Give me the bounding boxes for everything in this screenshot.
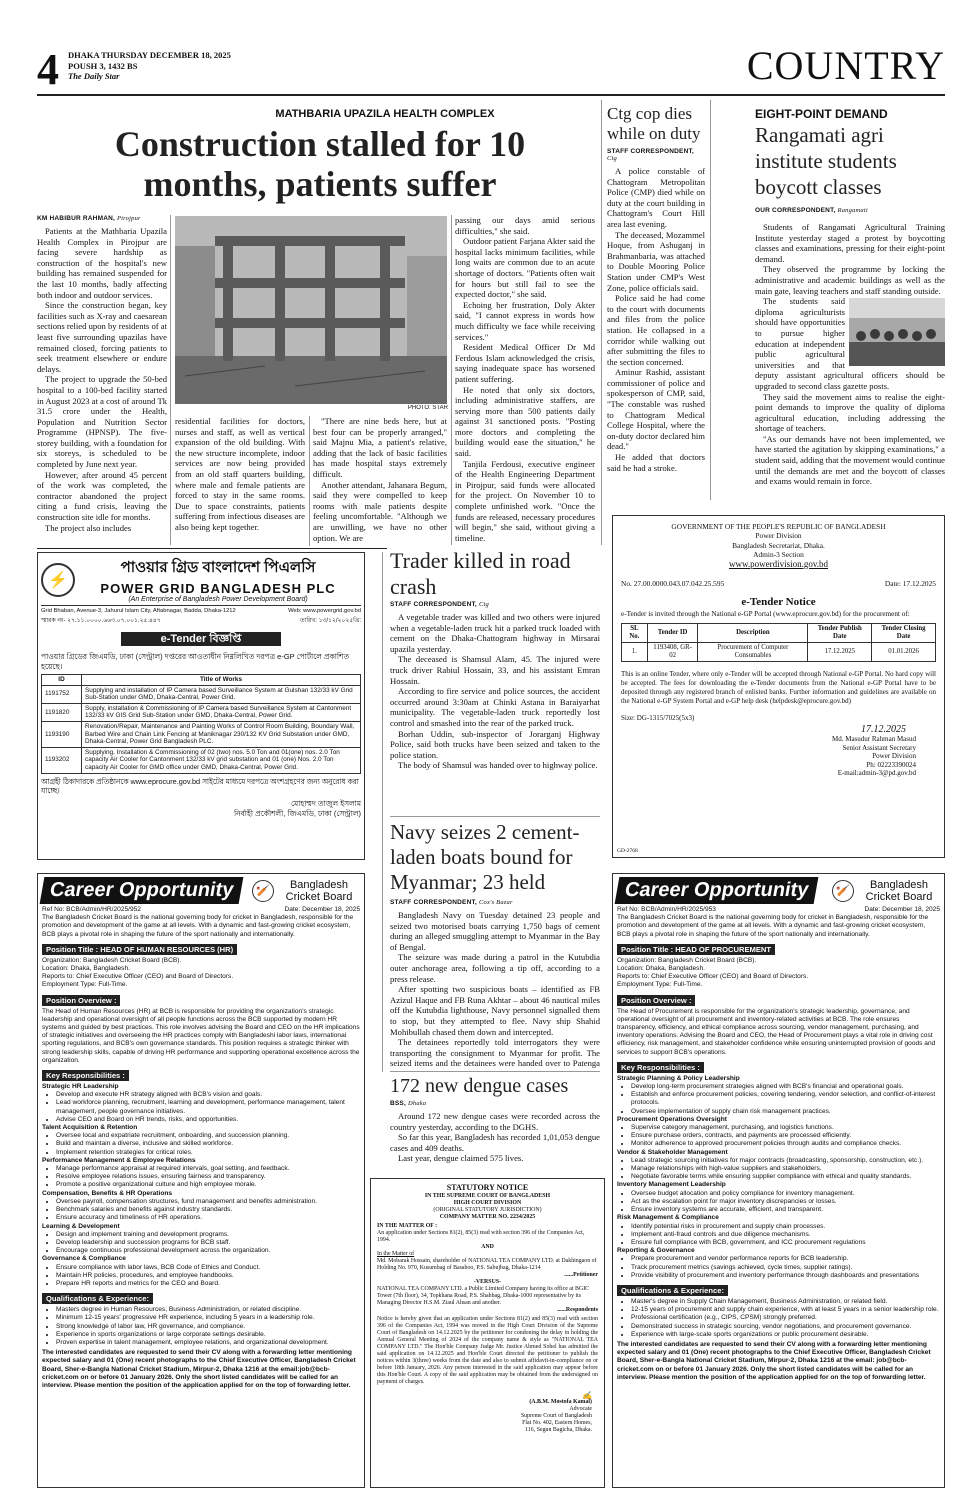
stat-and: AND xyxy=(481,1244,494,1250)
career-hr-ad xyxy=(37,873,365,1488)
career-hr-location: Location: Dhaka, Bangladesh. xyxy=(42,965,130,973)
pgcb-tender-ad xyxy=(37,552,365,860)
date-line: DHAKA THURSDAY DECEMBER 18, 2025 xyxy=(68,50,231,60)
stat-court: IN THE SUPREME COURT OF BANGLADESH xyxy=(424,1193,551,1199)
career-hr-overview-heading: Position Overview : xyxy=(42,995,120,1006)
trader-headline: Trader killed in road crash xyxy=(390,548,571,599)
stat-addr3: 116, Segun Bagicha, Dhaka. xyxy=(525,1427,592,1433)
rangamati-para: Students of Rangamati Agricultural Training Institute yesterday staged a protest by boycotting classes and examinations, pressing for their eight-point demand. xyxy=(755,222,945,264)
bcb-logo-icon: 🏏 xyxy=(832,880,854,902)
pgcb-th-id: ID xyxy=(42,675,82,686)
stat-notice: Notice is hereby given that an application under Sections 81(2) and 85(3) read with section 396 of the Companies Act, 1994 was moved in the High Court Division of the Supreme Court of Bangladesh on 14.12.2025 by the petitioner for condoning the delay in holding the Annual General Meeting of 2024 of the company name & style as "NATIONAL TEA COMPANY LTD." The Hon'ble Company Judge Mr. Justice Ahmed Sohel has admitted the said application on 14.12.2025 and Hon'ble Court directed the petitioner to publish the notices within 3(three) weeks from the date and also to submit affidavit-in-compliance on or before 18th January, 2026. Any person interested in the said application may appear before this Hon'ble Court. A copy of the said application may be obtained from the undersigned on payment of charges. xyxy=(377,1316,598,1385)
lead-col-2 xyxy=(175,416,305,546)
career-hr-title: Career Opportunity xyxy=(40,877,244,904)
lead-para: The project also includes xyxy=(45,522,132,533)
dengue-para: Around 172 new dengue cases were recorded across the country yesterday, according to the DGHS. xyxy=(390,1111,600,1132)
career-hr-org-line: Organization: Bangladesh Cricket Board (BCB). xyxy=(42,956,182,964)
ctg-para: Aminur Rashid, assistant commissioner of police and spokesperson of CMP, said, "The constable was rushed to Chattogram Medical College Hospital, where the on-duty doctor declared him dead." xyxy=(607,367,705,452)
lead-kicker: MATHBARIA UPAZILA HEALTH COMPLEX xyxy=(275,108,495,120)
rangamati-kicker: EIGHT-POINT DEMAND xyxy=(755,107,888,121)
career-hr-overview: The Head of Human Resources (HR) at BCB is responsible for providing the organization's strategic leadership and operational oversight of all people functions across the BCB supported by modern HR systems and guided by best practices. This role involves advising the Board and CEO on the HR implications of strategic initiatives and overseeing the HR practices comply with Bangladeshi labor laws, international sporting regulations, and BCB's own governance standards. This position requires a strategic thinker with strong leadership skills, capable of driving HR performance and supporting operational excellence across the organization. xyxy=(42,1007,360,1064)
career-proc-org: Bangladesh Cricket Board xyxy=(865,878,933,903)
pd-web: www.powerdivision.gov.bd xyxy=(728,558,829,569)
lead-byline: KM HABIBUR RAHMAN, Pirojpur xyxy=(37,215,141,222)
trader-para: Borhan Uddin, sub-inspector of Jorarganj Highway Police, said both trucks have been seized and taken to the police station. xyxy=(390,728,600,760)
lead-para: Another attendant, Jahanara Begum, said they were compelled to keep rooms with male patients despite feeling uncomfortable. "Although we are unwilling, we have no other option. We are xyxy=(313,479,447,543)
pd-size: Size: DG-1315/7025(5x3) xyxy=(621,714,695,723)
lead-para: Patients at the Mathbaria Upazila Health Complex in Pirojpur are facing severe hardship as construction of the hospital's new building has remained suspended for the last 10 months, badly affecting both indoor and outdoor services. xyxy=(37,226,167,300)
pd-title: e-Tender Notice xyxy=(741,596,816,609)
stat-title: STATUTORY NOTICE xyxy=(446,1183,529,1192)
lead-col-1 xyxy=(37,215,167,545)
lead-para: residential facilities for doctors, nurses and staff, as well as vertical expansion of the old building. With the new structure incomplete, indoor services are now being provided from an old staff quarters building, where male and female patients are forced to stay in the same rooms. Due to space constraints, patients suffering from infectious diseases are also being kept together. xyxy=(175,416,305,532)
paper-name: The Daily Star xyxy=(68,71,120,81)
career-proc-employment: Employment Type: Full-Time. xyxy=(617,981,703,989)
pgcb-footer: আগ্রহী ঠিকাদারকে প্রতিষ্ঠানকে www.eprocure.gov.bd সাইটের মাধ্যমে দরপত্রে অংশগ্রহণের জন্য অনুরোধ করা যাচ্ছে। xyxy=(41,776,359,795)
stat-matter: COMPANY MATTER NO. 2234/2025 xyxy=(439,1214,536,1220)
stat-resp-label: ......Respondents xyxy=(557,1307,598,1313)
table-row: 1. 1193408, GR-02 Procurement of Computer Consumables 17.12.2025 01.01.2026 xyxy=(622,643,936,662)
trader-story xyxy=(390,601,600,813)
pgcb-name: POWER GRID BANGLADESH PLC xyxy=(100,581,336,596)
ctg-para: The deceased, Mozammel Hoque, from Ashuganj in Brahmanbaria, was attached to Double Mooring Police Station under CMP's West Zone, police officials said. xyxy=(607,229,705,293)
trader-para: According to fire service and police sources, the accident occurred around 3:30am at Chinki Astana in Baraiyarhat municipality. The vegetable-laden truck reportedly lost control and smashed into the rear of the parked truck. xyxy=(390,686,600,728)
career-proc-org-line: Organization: Bangladesh Cricket Board (BCB). xyxy=(617,956,757,964)
protest-photo xyxy=(849,298,945,366)
trader-para: A vegetable trader was killed and two others were injured when a vegetable-laden truck hit a parked truck loaded with cement on the Dhaka-Chattogram highway in Mirsarai upazila yesterday. xyxy=(390,612,600,654)
power-division-tender-ad xyxy=(612,515,945,858)
pgcb-bangla-name: পাওয়ার গ্রিড বাংলাদেশ পিএলসি xyxy=(120,559,316,576)
trader-byline: STAFF CORRESPONDENT, Ctg xyxy=(390,601,489,608)
pd-signer: Md. Masudur Rahman Masud xyxy=(832,735,916,744)
career-hr-org: Bangladesh Cricket Board xyxy=(285,878,353,903)
rangamati-para: They observed the programme by locking the administrative and academic buildings as well as the main gate, leaving teachers and staff standing outside. xyxy=(755,264,945,296)
stat-division: HIGH COURT DIVISION xyxy=(453,1200,522,1206)
rangamati-byline: OUR CORRESPONDENT, Rangamati xyxy=(755,207,868,214)
lead-para: Since the construction began, key facilities such as X-ray and caesarean sections relied upon by residents of at least five surrounding upazilas have remained closed, forcing patients to seek treatment elsewhere or endure delays. xyxy=(37,300,167,374)
stat-signer-title: Advocate xyxy=(569,1406,592,1412)
lead-para: However, after around 45 percent of the work was completed, the contractor abandoned the project citing a fund crisis, leaving the construction site idle for months. xyxy=(37,469,167,523)
pd-ph: Ph: 02223390024 xyxy=(866,760,916,769)
career-hr-reports: Reports to: Chief Executive Officer (CEO) and Board of Directors. xyxy=(42,973,234,981)
dengue-para: So far this year, Bangladesh has recorded 1,01,053 dengue cases and 409 deaths. xyxy=(390,1132,600,1153)
pd-div: Power Division xyxy=(755,531,802,541)
career-hr-responsibilities: Strategic HR Leadership • Develop and execute HR strategy aligned with BCB's vision and goals. • Lead workforce planning, recruitment, learning and development, performance management, talent management, people governance initiatives. • Advise CEO and Board on HR trends, risks, and opportunities. Talent Acquisition & Retention • Oversee local and expatriate recruitment, onboarding, and succession planning. • Build and maintain a diverse, inclusive and skilled workforce. • Implement retention strategies for critical roles. Performance Management & Employee Relations • Manage performance appraisal at required intervals, goal setting, and feedback. • Resolve employee relations issues, ensuring fairness and transparency. • Promote a positive organizational culture and high employee morale. Compensation, Benefits & HR Operations • Oversee payroll, compensation structures, fund management and benefits administration. • Benchmark salaries and benefits against industry standards. • Ensure accuracy and timeliness of HR operations. Learning & Development • Design and implement training and development programs. • Develop leadership and succession programs for BCB staff. • Encourage continuous professional development across the organization. Governance & Compliance • Ensure compliance with labor laws, BCB Code of Ethics and Conduct. • Maintain HR policies, procedures, and employee handbooks. • Prepare HR reports and metrics for the CEO and Board. xyxy=(42,1083,360,1288)
career-hr-date: Date: December 18, 2025 xyxy=(284,906,360,913)
trader-para: The deceased is Shamsul Alam, 45. The injured were truck driver Rabiul Hossain, 33, and his assistant Emran Hossain. xyxy=(390,654,600,686)
rangamati-para: The students said diploma agriculturists should have opportunities to pursue higher education at independent public agricultural universities and that deputy assistant agricultural officers should be upgraded to second class gazette posts. xyxy=(755,296,945,391)
lead-para: Tanjila Ferdousi, executive engineer of the Health Engineering Department in Pirojpur, said funds were allocated for the project. On November 10 to complete unfinished work. "Once the funds are released, necessary procedures will begin," she said, without giving a timeline. xyxy=(455,458,595,543)
pd-tender-table: SL No. Tender ID Description Tender Publish Date Tender Closing Date 1. 1193408, GR-02 Procurement of Computer Consumables 17.12.2025 01.01.2026 xyxy=(621,623,936,662)
pgcb-etender-title: e-Tender বিজ্ঞপ্তি xyxy=(121,632,282,646)
pd-memo: No. 27.00.0000.043.07.042.25.595 xyxy=(621,579,725,589)
table-row: 1193202 Supplying, Installation & Commissioning of 02 (two) nos. 5.0 Ton and 01(one) nos. 2.0 Ton capacity Air Cooler for Cantonment 132/33 kV grid substation and 01 (one) Nos. 2.0 Ton capacity Air Cooler for GMD office under GMD, Dhaka-Central, Power Grid. xyxy=(42,747,361,773)
lead-para: The project to upgrade the 50-bed hospital to a 100-bed facility started in August 2023 at a cost of around Tk 31.5 crore under the Health, Population and Nutrition Sector Programme (HPNSP). The five-storey building, with a foundation for six storeys, is scheduled to be completed by June next year. xyxy=(37,374,167,470)
career-proc-resp-heading: Key Responsibilities : xyxy=(617,1062,704,1073)
lead-para: Outdoor patient Farjana Akter said the hospital lacks minimum facilities, while long waits are common due to an acute shortage of doctors. "Patients often wait for hours but still fail to see the expected doctor," she said. xyxy=(455,236,595,300)
career-proc-reports: Reports to: Chief Executive Officer (CEO) and Board of Directors. xyxy=(617,973,809,981)
ctg-para: He added that doctors said he had a stroke. xyxy=(607,452,705,473)
pd-sec: Bangladesh Secretariat, Dhaka. xyxy=(732,540,825,550)
pgcb-tender-table xyxy=(41,674,361,774)
section-title: COUNTRY xyxy=(746,43,945,88)
navy-para: The seizure was made during a patrol in the Kutubdia outer anchorage area, following a tip off, according to a press release. xyxy=(390,952,600,984)
trader-para: The body of Shamsul was handed over to highway police. xyxy=(398,760,598,771)
career-hr-qual-heading: Qualifications & Experience: xyxy=(42,1293,153,1304)
pgcb-signer: মোহাম্মদ তাজুল ইসলাম xyxy=(290,798,361,808)
career-proc-date: Date: December 18, 2025 xyxy=(864,906,940,913)
career-hr-employment: Employment Type: Full-Time. xyxy=(42,981,128,989)
career-proc-qualifications: • Master's degree in Supply Chain Management, Business Administration, or related field. • 12-15 years of procurement and supply chain experience, with at least 5 years in a senior leadership role. • Professional certification (e.g., CIPS, CPSM) strongly preferred. • Demonstrated success in strategic sourcing, vendor negotiations, and procurement governance. • Experience with large-scale sports organizations or public procurement desirable. xyxy=(617,1298,940,1339)
lead-para: Resident Medical Officer Dr Md Ferdous Islam acknowledged the crisis, saying inadequate space has worsened patient suffering. xyxy=(455,342,595,384)
career-hr-intro: The Bangladesh Cricket Board is the national governing body for cricket in Bangladesh, responsible for the promotion and development of the game at all levels. With a dynamic and fast-growing cricket ecosystem, BCB plays a pivotal role in shaping the future of the sport nationally and internationally. xyxy=(42,914,354,938)
career-proc-closing: The interested candidates are requested to send their CV along with a forwarding letter mentioning expected salary and 01 (One) recent photographs to the Chief Executive Officer, Bangladesh Cricket Board, Sher-e-Bangla National Cricket Stadium, Mirpur-2, Dhaka 1216 at the email: job@bcb-cricket.com on or before 01 January 2026. Only the short listed candidates will be called for an interview. Please mention the position of the application applied for on the top of forwarding letter. xyxy=(617,1340,931,1381)
stat-jurisdiction: (ORIGINAL STATUTORY JURISDICTION) xyxy=(433,1207,542,1213)
photo-credit: PHOTO: STAR xyxy=(407,405,448,411)
pgcb-address: Grid Bhaban, Avenue-3, Jahurul Islam City, Aftabnagar, Badda, Dhaka-1212 xyxy=(41,608,236,614)
pgcb-signer-title: নির্বাহী প্রকৌশলী, জিএমডি, ঢাকা (সেন্ট্রাল) xyxy=(233,808,361,818)
career-proc-location: Location: Dhaka, Bangladesh. xyxy=(617,965,705,973)
lead-para: He noted that only six doctors, including administrative staffers, are serving more than 500 patients daily against 31 sanctioned posts. "Posting more doctors and completing the building would ease the situation," he said. xyxy=(455,384,595,459)
table-row: 1191820 Supply, installation & Commissioning of IP Camera based Surveillance System at Cantonment 132/33 kV GIS Grid Sub-Station under GMD, Dhaka-Central, Power Grid. xyxy=(42,703,361,721)
dengue-para: Last year, dengue claimed 575 lives. xyxy=(398,1153,524,1164)
lead-col-3 xyxy=(313,416,447,546)
ctg-byline: STAFF CORRESPONDENT, Ctg xyxy=(607,148,694,162)
stat-pet-label: ......Petitioner xyxy=(564,1272,598,1278)
ctg-headline: Ctg cop dies while on duty xyxy=(607,104,701,143)
dengue-headline: 172 new dengue cases xyxy=(390,1075,569,1097)
career-proc-ref: Ref No: BCB/Admin/HR/2025/953 xyxy=(617,906,716,913)
page-number: 4 xyxy=(37,48,59,94)
lead-col-4 xyxy=(455,215,595,545)
rangamati-headline: Rangamati agri institute students boycott classes xyxy=(755,123,897,199)
stat-app: An application under Sections 81(2), 85(3) read with section 396 of the Companies Act, 1994. xyxy=(377,1230,585,1243)
pd-gd: GD-2768 xyxy=(617,848,638,854)
stat-signature-mark: ✍ xyxy=(582,1391,592,1400)
pd-signer-title: Senior Assistant Secretary xyxy=(842,743,916,752)
rangamati-story xyxy=(755,222,945,500)
career-proc-qual-heading: Qualifications & Experience: xyxy=(617,1285,728,1296)
stat-versus: -VERSUS- xyxy=(473,1279,502,1285)
dengue-byline: BSS, Dhaka xyxy=(390,1100,427,1107)
table-row: 1193190 Renovation/Repair, Maintenance and Painting Works of Control Room Building, Boundary Wall, Barbed Wire and Chain Link Fencing at Maniknagar 230/132 KV Grid Substation under GMD, Dhaka-Central, Power Grid Bangladesh PLC. xyxy=(42,721,361,747)
navy-byline: STAFF CORRESPONDENT, Cox's Bazar xyxy=(390,899,513,906)
construction-photo xyxy=(175,216,447,404)
career-proc-overview-heading: Position Overview : xyxy=(617,995,695,1006)
ctg-para: Police said he had come to the court with documents and files from the police station. He collapsed in a corridor while walking out after submitting the files to the section concerned. xyxy=(607,293,705,367)
lead-para: passing our days amid serious difficulties," she said. xyxy=(455,215,595,236)
stat-in-matter: IN THE MATTER OF : xyxy=(377,1223,438,1229)
navy-para: The detainees reportedly told interrogators they were transporting the consignment to Myanmar for profit. The seized items and the detainees were handed over to Patenga xyxy=(390,1037,600,1069)
stat-signer: (A.B.M. Mostofa Kamal) xyxy=(529,1399,592,1405)
career-proc-title: Career Opportunity xyxy=(615,877,819,904)
career-hr-qualifications: • Masters degree in Human Resources, Business Administration, or related discipline. • Minimum 12-15 years' progressive HR experience, including 5 years in a leadership role. • Strong knowledge of labor law, HR governance, and compliance. • Experience in sports organizations or large corporate settings desirable. • Proven expertise in talent management, employee relations, and organizational development. xyxy=(42,1306,360,1347)
stat-addr2: Flat No. 402, Eastern Homes, xyxy=(522,1420,592,1426)
statutory-notice xyxy=(370,1178,605,1488)
rangamati-para: "As our demands have not been implemented, we have started the agitation by skipping examinations," a student said, adding that the movement would continue until the demands are met and the boycott of classes and exams would remain in force. xyxy=(755,433,945,487)
navy-para: After spotting two suspicious boats – identified as FB Azizul Haque and FB Runa Akhtar – about 46 nautical miles off the Kutubdia lighthouse, Navy personnel signalled them to stop, but they attempted to flee. Navy ship Shahid Mohibullah chased them down and intercepted. xyxy=(390,984,600,1037)
bangla-date: POUSH 3, 1432 BS xyxy=(68,60,138,71)
pd-signer-div: Power Division xyxy=(872,752,916,761)
pgcb-logo-icon: ⚡ xyxy=(41,563,75,597)
career-proc-intro: The Bangladesh Cricket Board is the national governing body for cricket in Bangladesh, responsible for the promotion and development of the game at all levels. With a dynamic and fast-growing cricket ecosystem, BCB plays a pivotal role in shaping the future of the sport nationally and internationally. xyxy=(617,914,929,938)
dengue-story xyxy=(390,1100,600,1172)
pgcb-sub: (An Enterprise of Bangladesh Power Development Board) xyxy=(128,596,308,603)
career-hr-ref: Ref No: BCB/Admin/HR/2025/952 xyxy=(42,906,141,913)
pd-note: This is an online Tender, where only e-Tender will be accepted through National e-GP Portal. No hard copy will be accepted. The fees for downloading the e-Tender documents from the National e-GP Portal have to be deposited through any registered branch of enlisted banks. Further information and guidelines are available on the National e-GP System Portal and e-GP help desk (helpdesk@eprocure.gov.bd) xyxy=(621,670,936,706)
career-proc-responsibilities: Strategic Planning & Policy Leadership • Develop long-term procurement strategies aligned with BCB's financial and operational goals. • Establish and enforce procurement policies, covering tendering, vendor selection, and conflict-of-interest protocols. • Oversee implementation of supply chain risk management practices. Procurement Operations Oversight • Supervise category management, purchasing, and logistics functions. • Ensure purchase orders, contracts, and payments are processed efficiently. • Monitor adherence to approved procurement policies through audits and compliance checks. Vendor & Stakeholder Management • Lead strategic sourcing initiatives for major contracts (broadcasting, sponsorship, construction, etc.). • Manage relationships with high-value suppliers and stakeholders. • Negotiate favorable terms while ensuring supplier compliance with ethical and quality standards. Inventory Management Leadership • Oversee budget allocation and policy compliance for inventory management. • Act as the escalation point for major inventory discrepancies or losses. • Ensure inventory systems are accurate, efficient, and transparent. Risk Management & Compliance • Identify potential risks in procurement and supply chain processes. • Implement anti-fraud controls and due diligence mechanisms. • Ensure full compliance with BCB, government, and ICC procurement regulations Reporting & Governance • Prepare procurement and vendor performance reports for BCB leadership. • Track procurement metrics (savings achieved, cycle times, supplier ratings). • Provide visibility of procurement and inventory performance through dashboards and presentations xyxy=(617,1075,940,1280)
career-procurement-ad xyxy=(612,873,945,1488)
lead-para: Echoing her frustration, Doly Akter said, "I cannot express in words how much difficulty we face while receiving services." xyxy=(455,299,595,342)
stat-petitioner: Md. Mobarak Hossain, shareholder of NATIONAL TEA COMPANY LTD. at Dakhingaon of Holding No. 970, Kusumbag of Basaboo, P.S. Sabujbag, Dhaka-1214 xyxy=(377,1258,597,1271)
masthead-dateline xyxy=(68,50,268,90)
ctg-story xyxy=(607,148,705,498)
navy-headline: Navy seizes 2 cement-laden boats bound for Myanmar; 23 held xyxy=(390,820,580,894)
pgcb-intro: পাওয়ার গ্রিডের জিএমডি, ঢাকা (সেন্ট্রাল) দপ্তরের আওতাধীন নিম্নলিখিত দরপত্র e-GP পোর্টালে প্রকাশিত হয়েছে। xyxy=(41,652,350,671)
pd-intro: e-Tender is invited through the National e-GP Portal (www.eprocure.gov.bd) for the procurement of: xyxy=(621,610,910,619)
navy-para: Bangladesh Navy on Tuesday detained 23 people and seized two motorised boats carrying 1,750 bags of cement during an alleged smuggling attempt to Myanmar in the Bay of Bengal. xyxy=(390,910,600,952)
career-hr-position: Position Title : HEAD OF HUMAN RESOURCES (HR) xyxy=(42,944,237,955)
career-hr-closing: The interested candidates are requested to send their CV along with a forwarding letter mentioning expected salary and 01 (One) recent photographs to the Chief Executive Officer, Bangladesh Cricket Board, Sher-e-Bangla National Cricket Stadium, Mirpur-2, Dhaka 1216 at the email:job@bcb-cricket.com on or before 01 January 2026. Only the short listed candidates will be called for an interview. Please mention the position of the application applied for on the top of forwarding letter. xyxy=(42,1349,356,1389)
stat-respondent: NATIONAL TEA COMPANY LTD. a Public Limited Company having its office at BGIC Tower (7th floor), 34, Topkhana Road, P.S. Shahbag, Dhaka-1000 representative by its Managing Director H.S.M. Ziaul Ahsan and another. xyxy=(377,1286,590,1306)
pgcb-web: Web: www.powergrid.gov.bd xyxy=(288,608,361,614)
career-proc-position: Position Title : HEAD OF PROCUREMENT xyxy=(617,944,775,955)
stat-in-matter-2: In the Matter of xyxy=(377,1251,415,1257)
lead-para: "There are nine beds here, but at best four can be properly arranged," said Majnu Mia, a patient's relative, adding that the lack of basic facilities has made hospital stays extremely difficult. xyxy=(313,416,447,479)
pd-signature-date: 17.12.2025 xyxy=(861,724,906,736)
navy-story xyxy=(390,899,600,1069)
bcb-logo-icon: 🏏 xyxy=(252,880,274,902)
pd-date: Date: 17.12.2025 xyxy=(884,579,936,589)
table-row: 1191752 Supplying and installation of IP Camera based Surveillance System at Gulshan 132/33 kV Grid Sub-Station under GMD, Dhaka-Central, Power Grid. xyxy=(42,685,361,703)
career-proc-overview: The Head of Procurement is responsible for the organization's strategic leadership, governance, and operational oversight of all procurement and inventory-related activities at BCB. The role ensures transparency, efficiency, and ethical compliance across sourcing, vendor management, purchasing, and inventory operations. Advising the Board and CEO, the Head of Procurement plays a vital role in driving cost efficiency, risk management, and stakeholder confidence while ensuring uninterrupted provision of goods and services to support BCB's operations. xyxy=(617,1007,936,1056)
ctg-para: A police constable of Chattogram Metropolitan Police (CMP) died while on duty at the court building in Chattogram's Court Hill area last evening. xyxy=(607,166,705,229)
pgcb-date: তারিখ: ১৩/১২/২০২৫খ্রি: xyxy=(300,618,361,624)
pgcb-memo: স্মারক নং- ২৭.১১.০০০০.৬৬৩.০৭.০০১.২৫.৪৪৭ xyxy=(41,618,161,624)
pd-email: E-mail:admin-3@pd.gov.bd xyxy=(837,769,916,778)
lead-headline: Construction stalled for 10 months, patients suffer xyxy=(114,124,526,204)
pd-admin: Admin-3 Section xyxy=(753,550,804,560)
pgcb-th-title: Title of Works xyxy=(82,675,361,686)
rangamati-para: They said the movement aims to realise the eight-point demands to improve the quality of diploma agricultural education, including addressing the shortage of teachers. xyxy=(755,391,945,434)
pd-gov: GOVERNMENT OF THE PEOPLE'S REPUBLIC OF BANGLADESH xyxy=(671,522,886,531)
stat-addr1: Supreme Court of Bangladesh xyxy=(520,1413,592,1419)
career-hr-resp-heading: Key Responsibilities : xyxy=(42,1070,129,1081)
